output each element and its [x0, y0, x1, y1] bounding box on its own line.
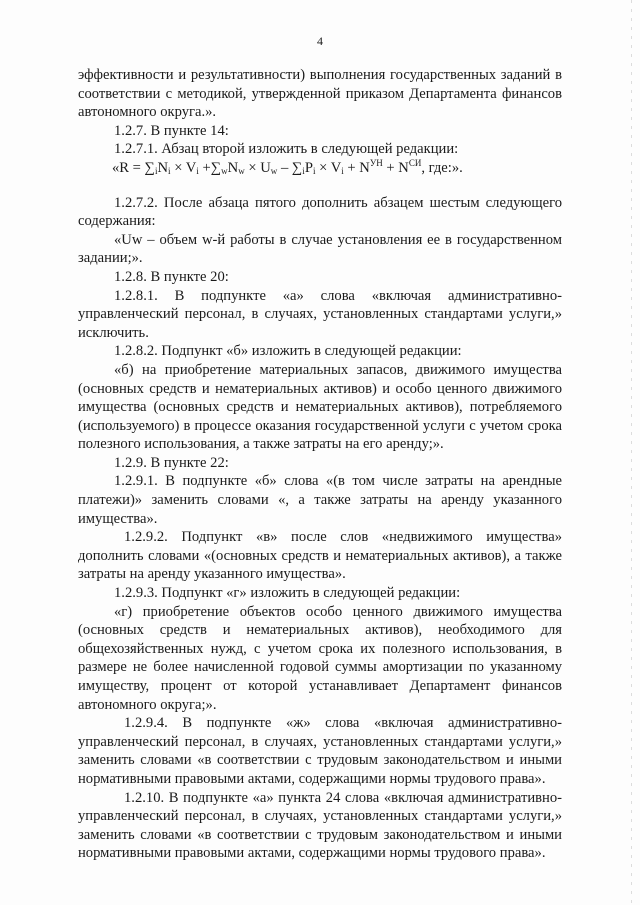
- clause-1-2-9-1: 1.2.9.1. В подпункте «б» слова «(в том числе затраты на арендные платежи)» заменить словами «, а также затраты на аренду указанного имущества».: [78, 473, 562, 527]
- page-number: 4: [317, 34, 323, 48]
- document-body: [78, 66, 562, 863]
- clause-1-2-9-3: 1.2.9.3. Подпункт «г» изложить в следующей редакции:: [114, 585, 461, 602]
- clause-1-2-7-1: 1.2.7.1. Абзац второй изложить в следующей редакции:: [114, 141, 459, 158]
- clause-1-2-9: 1.2.9. В пункте 22:: [114, 454, 229, 471]
- clause-1-2-8-2: 1.2.8.2. Подпункт «б» изложить в следующей редакции:: [114, 343, 462, 360]
- clause-1-2-8: 1.2.8. В пункте 20:: [114, 268, 229, 285]
- clause-1-2-9-2: 1.2.9.2. Подпункт «в» после слов «недвижимого имущества» дополнить словами «(основных средств и нематериальных активов), а также затраты на аренду указанного имущества».: [78, 529, 562, 583]
- definition-uw: «Uw – объем w-й работы в случае установления ее в государственном задании;».: [78, 231, 562, 267]
- clause-1-2-7-2: 1.2.7.2. После абзаца пятого дополнить абзацем шестым следующего содержания:: [78, 194, 562, 230]
- subclause-b-text: «б) на приобретение материальных запасов, движимого имущества (основных средств и нематериальных активов) и особо ценного движимого имущества (основных средств и нематериальных активов), потребляемого (используемого) в процессе оказания государственной услуги с учетом срока полезного использования, а также затраты на его аренду;».: [78, 361, 562, 453]
- paragraph-spacer: [78, 178, 562, 194]
- clause-1-2-10: 1.2.10. В подпункте «а» пункта 24 слова «включая административно-управленческий персонал, в случаях, установленных стандартами услуги,» заменить словами «в соответствии с трудовым законодательством и иными нормативными правовыми актами, содержащими нормы трудового права».: [78, 789, 562, 862]
- formula-r: «$R = \sum_iN_i \times V_i +\sum_wN_w \times U_w - \sum_iP_i \times V_i + N^{УН} + N^{СИ}$, где:».: [112, 157, 463, 176]
- clause-1-2-9-4: 1.2.9.4. В подпункте «ж» слова «включая административно-управленческий персонал, в случаях, установленных стандартами услуги,» заменить словами «в соответствии с трудовым законодательством и иными нормативными правовыми актами, содержащими нормы трудового права».: [78, 715, 562, 787]
- scan-edge-artifact: [631, 0, 632, 905]
- clause-1-2-7: 1.2.7. В пункте 14:: [114, 122, 229, 139]
- paragraph-continuation: эффективности и результативности) выполнения государственных заданий в соответствии с методикой, утвержденной приказом Департамента финансов автономного округа.».: [78, 67, 562, 121]
- clause-1-2-8-1: 1.2.8.1. В подпункте «а» слова «включая административно-управленческий персонал, в случаях, установленных стандартами услуги,» исключить.: [78, 287, 562, 341]
- subclause-g-text: «г) приобретение объектов особо ценного движимого имущества (основных средств и нематериальных активов), необходимого для общехозяйственных нужд, с учетом срока их полезного использования, в размере не более начисленной годовой суммы амортизации по указанному имуществу, процент от которой устанавливает Департамент финансов автономного округа;».: [78, 603, 562, 713]
